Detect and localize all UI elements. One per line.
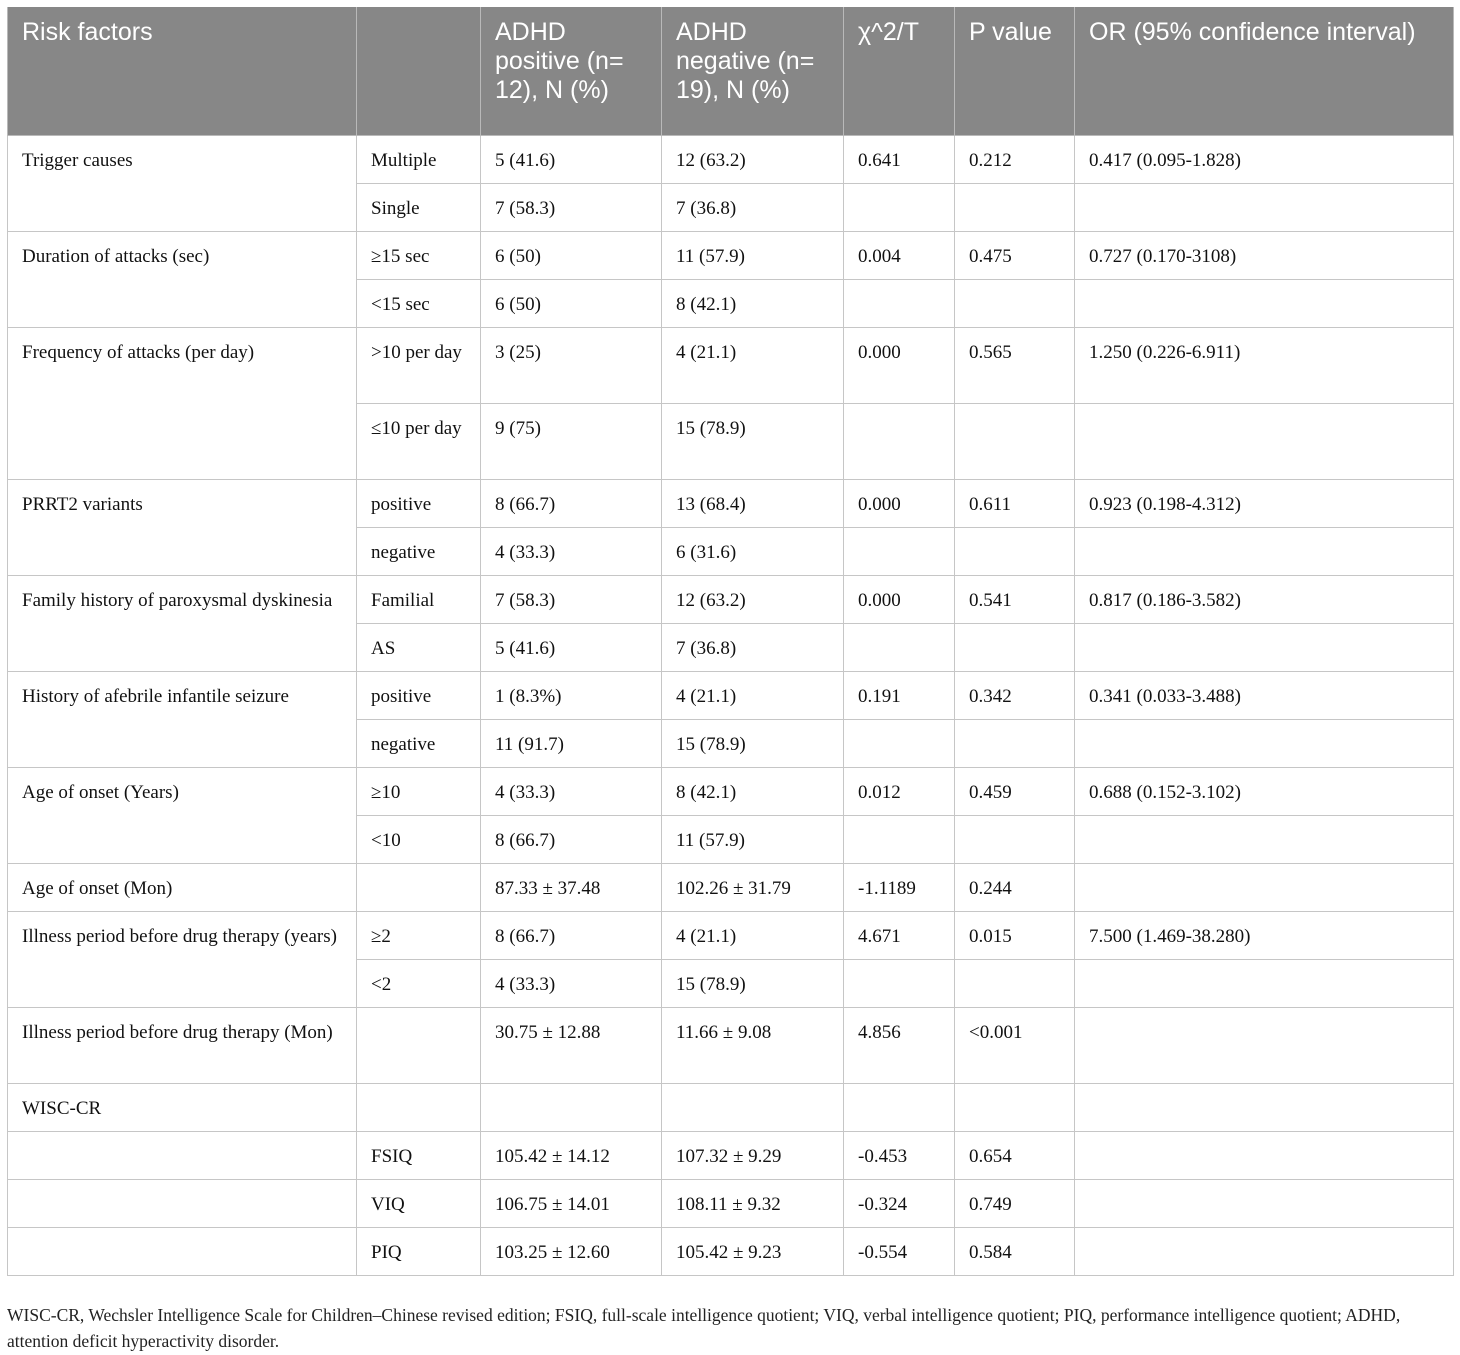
risk-factor-cell: Illness period before drug therapy (years) — [8, 911, 357, 1007]
adhd-negative-cell: 12 (63.2) — [662, 575, 844, 623]
p-value-cell — [955, 527, 1075, 575]
p-value-cell: 0.749 — [955, 1179, 1075, 1227]
chi-square-cell — [844, 527, 955, 575]
table-row — [8, 767, 1454, 815]
adhd-negative-cell: 4 (21.1) — [662, 671, 844, 719]
risk-factor-cell: Trigger causes — [8, 135, 357, 231]
odds-ratio-cell — [1075, 1083, 1454, 1131]
risk-factor-cell: Frequency of attacks (per day) — [8, 327, 357, 479]
table-row — [8, 135, 1454, 183]
subcategory-cell: VIQ — [357, 1179, 481, 1227]
chi-square-cell: 0.000 — [844, 479, 955, 527]
subcategory-cell: negative — [357, 527, 481, 575]
table-row — [8, 671, 1454, 719]
subcategory-cell — [357, 1007, 481, 1083]
adhd-negative-cell: 8 (42.1) — [662, 279, 844, 327]
risk-factor-cell — [8, 1131, 357, 1179]
header-p-value: P value — [955, 7, 1075, 135]
risk-factor-cell — [8, 1179, 357, 1227]
adhd-positive-cell: 7 (58.3) — [481, 183, 662, 231]
odds-ratio-cell: 7.500 (1.469-38.280) — [1075, 911, 1454, 959]
table-row — [8, 479, 1454, 527]
table-row — [8, 1007, 1454, 1083]
adhd-positive-cell: 8 (66.7) — [481, 479, 662, 527]
adhd-positive-cell: 5 (41.6) — [481, 135, 662, 183]
p-value-cell: 0.541 — [955, 575, 1075, 623]
header-adhd-positive: ADHD positive (n= 12), N (%) — [481, 7, 662, 135]
p-value-cell: 0.584 — [955, 1227, 1075, 1275]
p-value-cell: 0.565 — [955, 327, 1075, 403]
table-row — [8, 911, 1454, 959]
odds-ratio-cell — [1075, 815, 1454, 863]
chi-square-cell — [844, 1083, 955, 1131]
odds-ratio-cell: 1.250 (0.226-6.911) — [1075, 327, 1454, 403]
adhd-positive-cell: 11 (91.7) — [481, 719, 662, 767]
subcategory-cell: ≥10 — [357, 767, 481, 815]
p-value-cell — [955, 719, 1075, 767]
p-value-cell: <0.001 — [955, 1007, 1075, 1083]
adhd-positive-cell: 30.75 ± 12.88 — [481, 1007, 662, 1083]
p-value-cell: 0.654 — [955, 1131, 1075, 1179]
p-value-cell: 0.475 — [955, 231, 1075, 279]
adhd-positive-cell: 1 (8.3%) — [481, 671, 662, 719]
adhd-positive-cell: 103.25 ± 12.60 — [481, 1227, 662, 1275]
adhd-positive-cell: 8 (66.7) — [481, 911, 662, 959]
odds-ratio-cell — [1075, 1227, 1454, 1275]
adhd-negative-cell: 6 (31.6) — [662, 527, 844, 575]
chi-square-cell: 0.012 — [844, 767, 955, 815]
p-value-cell — [955, 623, 1075, 671]
risk-factor-cell: WISC-CR — [8, 1083, 357, 1131]
p-value-cell: 0.342 — [955, 671, 1075, 719]
adhd-positive-cell: 9 (75) — [481, 403, 662, 479]
p-value-cell — [955, 279, 1075, 327]
chi-square-cell: 4.856 — [844, 1007, 955, 1083]
header-subcategory — [357, 7, 481, 135]
adhd-negative-cell: 8 (42.1) — [662, 767, 844, 815]
risk-factors-table — [7, 7, 1454, 1276]
table-footnote: WISC-CR, Wechsler Intelligence Scale for Children–Chinese revised edition; FSIQ, full-scale intelligence quotient; VIQ, verbal intelligence quotient; PIQ, performance intelligence quotient; ADHD, attention deficit hyperactivity disorder. — [7, 1305, 1401, 1351]
subcategory-cell: AS — [357, 623, 481, 671]
adhd-positive-cell: 4 (33.3) — [481, 959, 662, 1007]
adhd-positive-cell: 6 (50) — [481, 231, 662, 279]
adhd-negative-cell: 107.32 ± 9.29 — [662, 1131, 844, 1179]
header-adhd-negative: ADHD negative (n= 19), N (%) — [662, 7, 844, 135]
odds-ratio-cell — [1075, 403, 1454, 479]
odds-ratio-cell — [1075, 959, 1454, 1007]
adhd-positive-cell: 105.42 ± 14.12 — [481, 1131, 662, 1179]
risk-factor-cell: Age of onset (Years) — [8, 767, 357, 863]
adhd-positive-cell: 6 (50) — [481, 279, 662, 327]
table-row — [8, 1227, 1454, 1275]
adhd-positive-cell — [481, 1083, 662, 1131]
odds-ratio-cell: 0.688 (0.152-3.102) — [1075, 767, 1454, 815]
subcategory-cell: FSIQ — [357, 1131, 481, 1179]
adhd-negative-cell: 7 (36.8) — [662, 183, 844, 231]
chi-square-cell: -0.324 — [844, 1179, 955, 1227]
chi-square-cell: 0.641 — [844, 135, 955, 183]
p-value-cell: 0.611 — [955, 479, 1075, 527]
adhd-negative-cell: 108.11 ± 9.32 — [662, 1179, 844, 1227]
adhd-negative-cell: 7 (36.8) — [662, 623, 844, 671]
odds-ratio-cell: 0.727 (0.170-3108) — [1075, 231, 1454, 279]
odds-ratio-cell — [1075, 1007, 1454, 1083]
adhd-negative-cell: 13 (68.4) — [662, 479, 844, 527]
p-value-cell — [955, 815, 1075, 863]
chi-square-cell: -0.453 — [844, 1131, 955, 1179]
subcategory-cell — [357, 863, 481, 911]
subcategory-cell: ≤10 per day — [357, 403, 481, 479]
odds-ratio-cell — [1075, 623, 1454, 671]
adhd-positive-cell: 4 (33.3) — [481, 527, 662, 575]
odds-ratio-cell — [1075, 719, 1454, 767]
adhd-negative-cell: 11 (57.9) — [662, 815, 844, 863]
table-body — [8, 135, 1454, 1275]
subcategory-cell: positive — [357, 479, 481, 527]
adhd-negative-cell: 11 (57.9) — [662, 231, 844, 279]
odds-ratio-cell — [1075, 1131, 1454, 1179]
p-value-cell — [955, 1083, 1075, 1131]
adhd-negative-cell: 102.26 ± 31.79 — [662, 863, 844, 911]
table-row — [8, 327, 1454, 403]
subcategory-cell: PIQ — [357, 1227, 481, 1275]
adhd-positive-cell: 3 (25) — [481, 327, 662, 403]
adhd-positive-cell: 87.33 ± 37.48 — [481, 863, 662, 911]
subcategory-cell: <10 — [357, 815, 481, 863]
subcategory-cell: ≥15 sec — [357, 231, 481, 279]
p-value-cell — [955, 959, 1075, 1007]
adhd-negative-cell: 15 (78.9) — [662, 719, 844, 767]
header-odds-ratio: OR (95% confidence interval) — [1075, 7, 1454, 135]
odds-ratio-cell — [1075, 863, 1454, 911]
chi-square-cell: -1.1189 — [844, 863, 955, 911]
adhd-positive-cell: 5 (41.6) — [481, 623, 662, 671]
chi-square-cell: -0.554 — [844, 1227, 955, 1275]
odds-ratio-cell — [1075, 279, 1454, 327]
adhd-negative-cell: 12 (63.2) — [662, 135, 844, 183]
subcategory-cell — [357, 1083, 481, 1131]
adhd-negative-cell: 105.42 ± 9.23 — [662, 1227, 844, 1275]
chi-square-cell: 0.000 — [844, 575, 955, 623]
subcategory-cell: >10 per day — [357, 327, 481, 403]
p-value-cell: 0.212 — [955, 135, 1075, 183]
table-row — [8, 1131, 1454, 1179]
odds-ratio-cell — [1075, 183, 1454, 231]
p-value-cell — [955, 403, 1075, 479]
adhd-negative-cell: 15 (78.9) — [662, 959, 844, 1007]
chi-square-cell — [844, 403, 955, 479]
p-value-cell: 0.015 — [955, 911, 1075, 959]
subcategory-cell: Multiple — [357, 135, 481, 183]
adhd-positive-cell: 106.75 ± 14.01 — [481, 1179, 662, 1227]
risk-factor-cell — [8, 1227, 357, 1275]
p-value-cell: 0.244 — [955, 863, 1075, 911]
adhd-positive-cell: 4 (33.3) — [481, 767, 662, 815]
adhd-negative-cell: 4 (21.1) — [662, 327, 844, 403]
table-row — [8, 1083, 1454, 1131]
chi-square-cell — [844, 623, 955, 671]
table-row — [8, 575, 1454, 623]
subcategory-cell: ≥2 — [357, 911, 481, 959]
chi-square-cell: 0.000 — [844, 327, 955, 403]
odds-ratio-cell — [1075, 527, 1454, 575]
odds-ratio-cell — [1075, 1179, 1454, 1227]
chi-square-cell: 0.191 — [844, 671, 955, 719]
header-chi-square: χ^2/T — [844, 7, 955, 135]
table-row — [8, 1179, 1454, 1227]
chi-square-cell: 0.004 — [844, 231, 955, 279]
chi-square-cell: 4.671 — [844, 911, 955, 959]
table-row — [8, 863, 1454, 911]
chi-square-cell — [844, 279, 955, 327]
table-header — [8, 7, 1454, 135]
subcategory-cell: <2 — [357, 959, 481, 1007]
adhd-negative-cell: 11.66 ± 9.08 — [662, 1007, 844, 1083]
subcategory-cell: positive — [357, 671, 481, 719]
odds-ratio-cell: 0.923 (0.198-4.312) — [1075, 479, 1454, 527]
odds-ratio-cell: 0.817 (0.186-3.582) — [1075, 575, 1454, 623]
chi-square-cell — [844, 183, 955, 231]
subcategory-cell: negative — [357, 719, 481, 767]
adhd-positive-cell: 7 (58.3) — [481, 575, 662, 623]
odds-ratio-cell: 0.417 (0.095-1.828) — [1075, 135, 1454, 183]
header-risk-factors: Risk factors — [8, 7, 357, 135]
risk-factor-cell: Duration of attacks (sec) — [8, 231, 357, 327]
table-row — [8, 231, 1454, 279]
subcategory-cell: <15 sec — [357, 279, 481, 327]
adhd-positive-cell: 8 (66.7) — [481, 815, 662, 863]
subcategory-cell: Single — [357, 183, 481, 231]
p-value-cell: 0.459 — [955, 767, 1075, 815]
risk-factor-cell: History of afebrile infantile seizure — [8, 671, 357, 767]
risk-factor-cell: Illness period before drug therapy (Mon) — [8, 1007, 357, 1083]
chi-square-cell — [844, 815, 955, 863]
risk-factor-cell: Age of onset (Mon) — [8, 863, 357, 911]
risk-factor-cell: PRRT2 variants — [8, 479, 357, 575]
adhd-negative-cell: 15 (78.9) — [662, 403, 844, 479]
risk-factor-cell: Family history of paroxysmal dyskinesia — [8, 575, 357, 671]
adhd-negative-cell: 4 (21.1) — [662, 911, 844, 959]
chi-square-cell — [844, 719, 955, 767]
subcategory-cell: Familial — [357, 575, 481, 623]
odds-ratio-cell: 0.341 (0.033-3.488) — [1075, 671, 1454, 719]
chi-square-cell — [844, 959, 955, 1007]
p-value-cell — [955, 183, 1075, 231]
adhd-negative-cell — [662, 1083, 844, 1131]
